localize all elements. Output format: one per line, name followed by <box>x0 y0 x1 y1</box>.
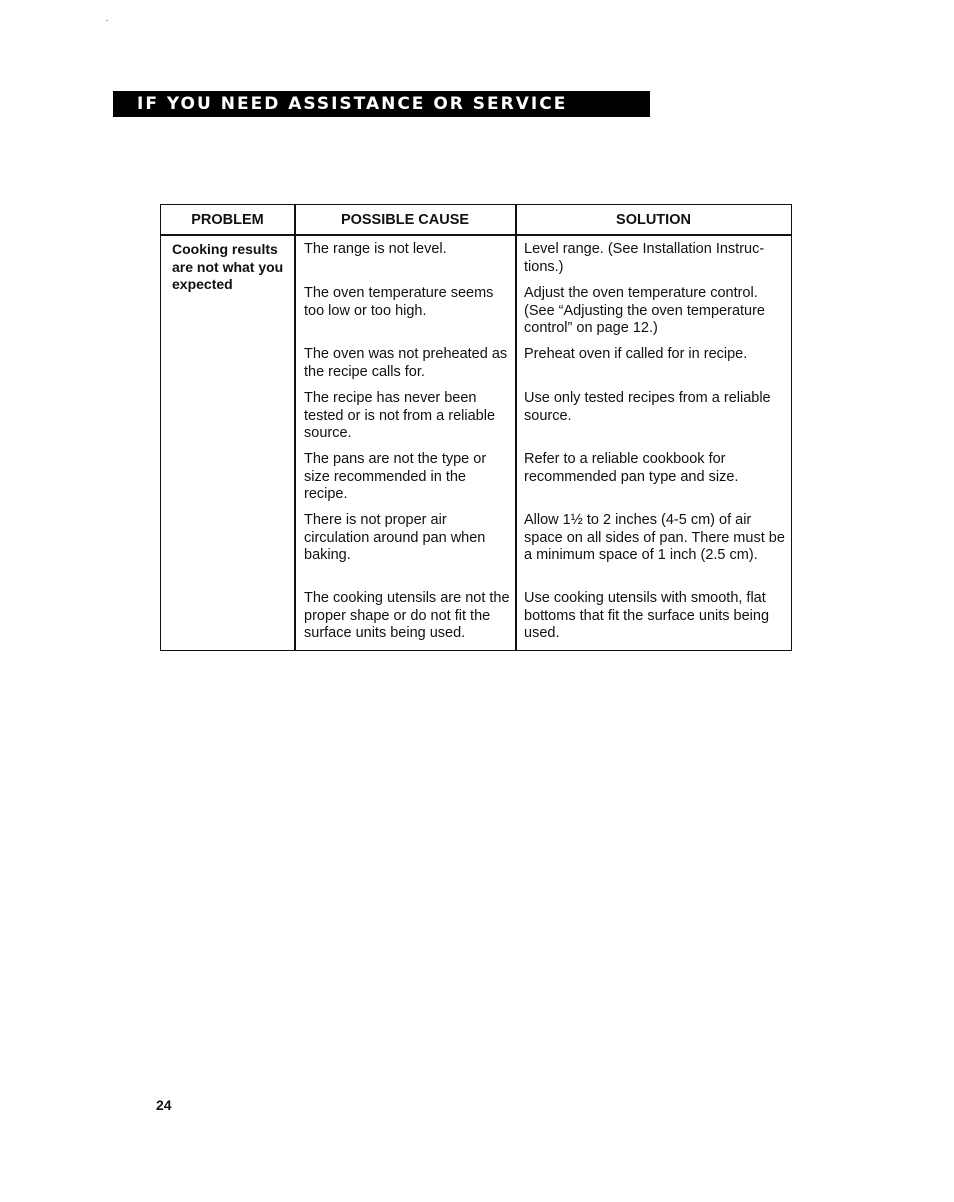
column-header-solution: SOLUTION <box>616 212 691 228</box>
page-number: 24 <box>156 1097 172 1113</box>
cause-cell: The oven temperature seems too low or too high. <box>304 285 494 319</box>
column-divider <box>294 205 296 650</box>
cause-cell: There is not proper air circulation around pan when baking. <box>304 512 486 563</box>
solution-cell: Preheat oven if called for in recipe. <box>524 346 748 362</box>
solution-cell: Use only tested recipes from a reliable source. <box>524 390 771 424</box>
solution-cell: Allow 1½ to 2 inches (4-5 cm) of air space on all sides of pan. There must be a minimum space of 1 inch (2.5 cm). <box>524 512 785 563</box>
column-divider <box>515 205 517 650</box>
cause-cell: The range is not level. <box>304 241 447 257</box>
solution-cell: Use cooking utensils with smooth, flat bottoms that fit the surface units being used. <box>524 590 770 641</box>
cause-cell: The oven was not preheated as the recipe calls for. <box>304 346 508 380</box>
troubleshooting-table <box>160 204 792 651</box>
scan-mark <box>106 20 108 21</box>
solution-cell: Level range. (See Installation Instruc-tions.) <box>524 241 765 275</box>
cause-cell: The recipe has never been tested or is not from a reliable source. <box>304 390 496 441</box>
column-header-possible-cause: POSSIBLE CAUSE <box>340 212 470 228</box>
problem-text: Cooking results are not what you expected <box>172 241 284 292</box>
header-divider <box>161 234 791 236</box>
cause-cell: The pans are not the type or size recommended in the recipe. <box>304 451 487 502</box>
solution-cell: Refer to a reliable cookbook for recommended pan type and size. <box>524 451 739 485</box>
cause-cell: The cooking utensils are not the proper shape or do not fit the surface units being used. <box>304 590 510 641</box>
solution-cell: Adjust the oven temperature control. (See “Adjusting the oven temperature control” on page 12.) <box>524 285 765 336</box>
column-header-problem: PROBLEM <box>191 212 264 228</box>
section-header: IF YOU NEED ASSISTANCE OR SERVICE <box>113 91 650 117</box>
